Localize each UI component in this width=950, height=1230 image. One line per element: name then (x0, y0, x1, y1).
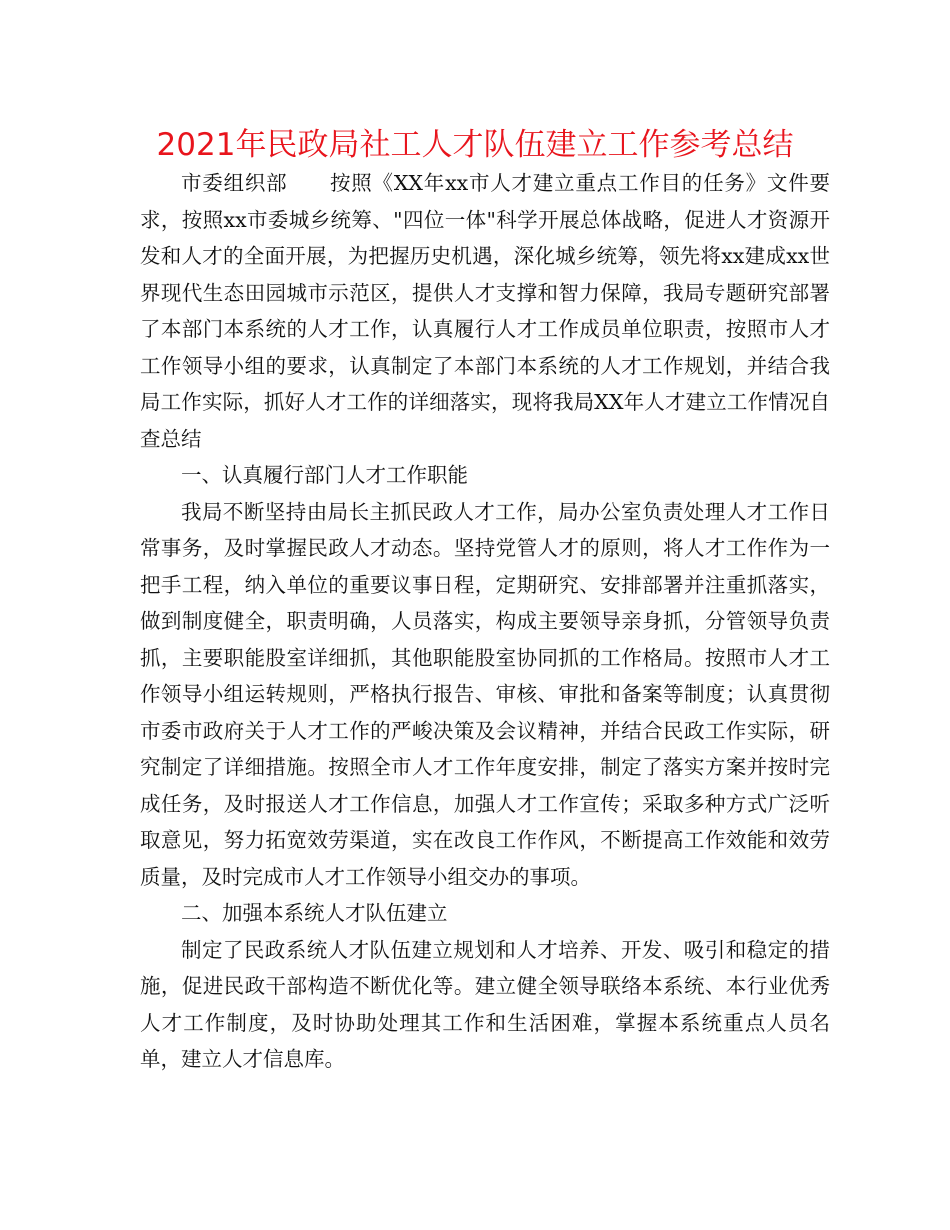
document-title: 2021年民政局社工人才队伍建立工作参考总结 (156, 127, 794, 163)
document-body (140, 165, 830, 1078)
intro-paragraph: 市委组织部 按照《XX年xx市人才建立重点工作目的任务》文件要求，按照xx市委城乡统筹、"四位一体"科学开展总体战略，促进人才资源开发和人才的全面开展，为把握历史机遇，深化城乡统筹，领先将xx建成xx世界现代生态田园城市示范区，提供人才支撑和智力保障，我局专题研究部署了本部门本系统的人才工作，认真履行人才工作成员单位职责，按照市人才工作领导小组的要求，认真制定了本部门本系统的人才工作规划，并结合我局工作实际，抓好人才工作的详细落实，现将我局XX年人才建立工作情况自查总结 (140, 171, 830, 451)
section-heading-1: 一、认真履行部门人才工作职能 (181, 463, 468, 487)
section-1-paragraph: 我局不断坚持由局长主抓民政人才工作，局办公室负责处理人才工作日常事务，及时掌握民政人才动态。坚持党管人才的原则，将人才工作作为一把手工程，纳入单位的重要议事日程，定期研究、安排部署并注重抓落实，做到制度健全，职责明确，人员落实，构成主要领导亲身抓，分管领导负责抓，主要职能股室详细抓，其他职能股室协同抓的工作格局。按照市人才工作领导小组运转规则，严格执行报告、审核、审批和备案等制度；认真贯彻市委市政府关于人才工作的严峻决策及会议精神，并结合民政工作实际，研究制定了详细措施。按照全市人才工作年度安排，制定了落实方案并按时完成任务，及时报送人才工作信息，加强人才工作宣传；采取多种方式广泛听取意见，努力拓宽效劳渠道，实在改良工作作风，不断提高工作效能和效劳质量，及时完成市人才工作领导小组交办的事项。 (140, 499, 830, 889)
section-2-paragraph: 制定了民政系统人才队伍建立规划和人才培养、开发、吸引和稳定的措施，促进民政干部构造不断优化等。建立健全领导联络本系统、本行业优秀人才工作制度，及时协助处理其工作和生活困难，掌握本系统重点人员名单，建立人才信息库。 (140, 937, 830, 1071)
section-heading-2: 二、加强本系统人才队伍建立 (181, 901, 448, 925)
